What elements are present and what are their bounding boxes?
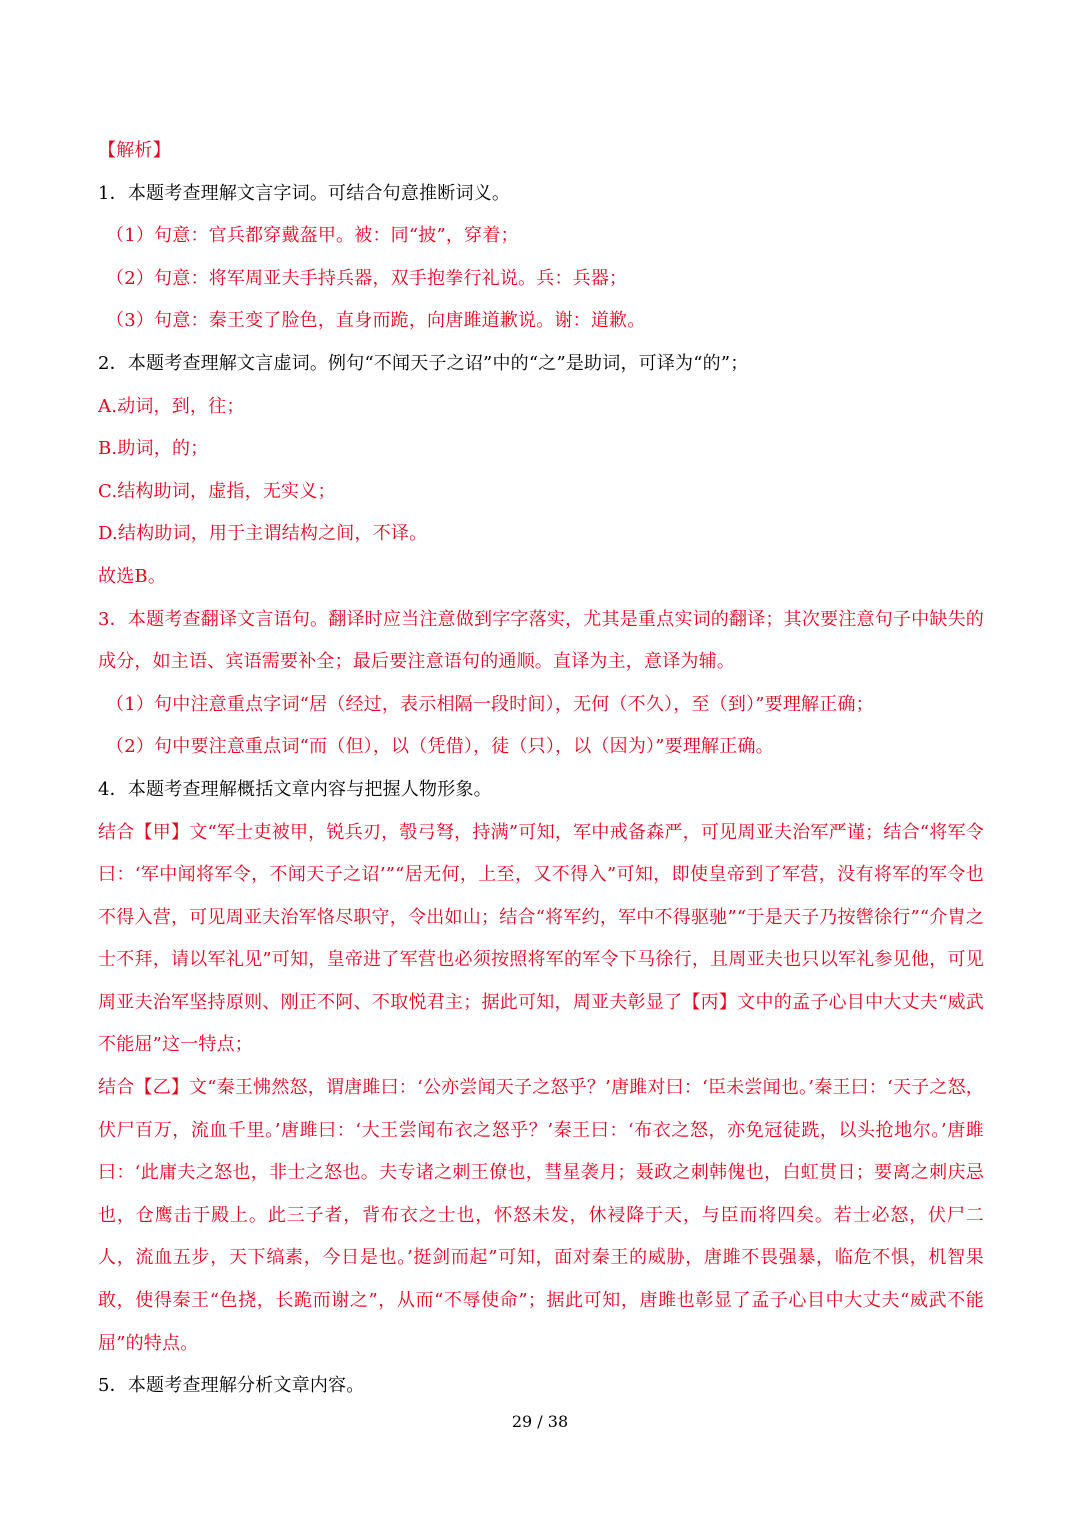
answer-page [98, 130, 984, 1408]
q2-option-a: A.动词，到，往； [98, 395, 245, 417]
q2-answer: 故选B。 [98, 565, 167, 587]
analysis-heading: 【解析】 [98, 140, 171, 161]
q1-item-1: （1）句意：官兵都穿戴盔甲。被：同“披”，穿着； [106, 225, 519, 247]
q2-option-c: C.结构助词，虚指，无实义； [98, 480, 336, 502]
q4-paragraph-yi: 结合【乙】文“秦王怫然怒，谓唐雎曰：‘公亦尝闻天子之怒乎？’唐雎对曰：‘臣未尝闻也。’秦王曰：‘天子之怒，伏尸百万，流血千里。’唐雎曰：‘大王尝闻布衣之怒乎？’秦王曰：‘布衣之怒，亦免冠徒跣，以头抢地尔。’唐雎曰：‘此庸夫之怒也，非士之怒也。夫专诸之刺王僚也，彗星袭月；聂政之刺韩傀也，白虹贯日；要离之刺庆忌也，仓鹰击于殿上。此三子者，背布衣之士也，怀怒未发，休祲降于天，与臣而将四矣。若士必怒，伏尸二人，流血五步，天下缟素，今日是也。’挺剑而起”可知，面对秦王的威胁，唐雎不畏强暴，临危不惧，机智果敢，使得秦王“色挠，长跪而谢之”，从而“不辱使命”；据此可知，唐雎也彰显了孟子心目中大丈夫“威武不能屈”的特点。 [98, 1077, 984, 1354]
q1-item-2: （2）句意：将军周亚夫手持兵器，双手抱拳行礼说。兵：兵器； [106, 267, 628, 289]
q2-option-d: D.结构助词，用于主谓结构之间，不译。 [98, 523, 428, 545]
page-number: 29 / 38 [511, 1412, 569, 1431]
q3-intro: 3．本题考查翻译文言语句。翻译时应当注意做到字字落实，尤其是重点实词的翻译；其次要注意句子中缺失的成分，如主语、宾语需要补全；最后要注意语句的通顺。直译为主，意译为辅。 [98, 608, 984, 673]
q5-intro: 5．本题考查理解分析文章内容。 [98, 1375, 365, 1397]
q1-item-3: （3）句意：秦王变了脸色，直身而跪，向唐雎道歉说。谢：道歉。 [106, 310, 646, 332]
q3-item-1: （1）句中注意重点字词“居（经过，表示相隔一段时间），无何（不久），至（到）”要理解正确； [106, 693, 874, 715]
q2-option-b: B.助词，的； [98, 438, 209, 460]
q4-intro: 4．本题考查理解概括文章内容与把握人物形象。 [98, 778, 492, 800]
q2-intro: 2．本题考查理解文言虚词。例句“不闻天子之诏”中的“之”是助词，可译为“的”； [98, 352, 749, 374]
q4-paragraph-jia: 结合【甲】文“军士吏被甲，锐兵刃，彀弓弩，持满”可知，军中戒备森严，可见周亚夫治军严谨；结合“将军令曰：‘军中闻将军令，不闻天子之诏’”“居无何，上至，又不得入”可知，即使皇帝到了军营，没有将军的军令也不得入营，可见周亚夫治军恪尽职守，令出如山；结合“将军约，军中不得驱驰”“于是天子乃按辔徐行”“介胄之士不拜，请以军礼见”可知，皇帝进了军营也必须按照将军的军令下马徐行，且周亚夫也只以军礼参见他，可见周亚夫治军坚持原则、刚正不阿、不取悦君主；据此可知，周亚夫彰显了【丙】文中的孟子心目中大丈夫“威武不能屈”这一特点； [98, 821, 984, 1056]
q1-intro: 1．本题考查理解文言字词。可结合句意推断词义。 [98, 182, 511, 204]
q3-item-2: （2）句中要注意重点词“而（但），以（凭借），徒（只），以（因为）”要理解正确。 [106, 736, 774, 758]
